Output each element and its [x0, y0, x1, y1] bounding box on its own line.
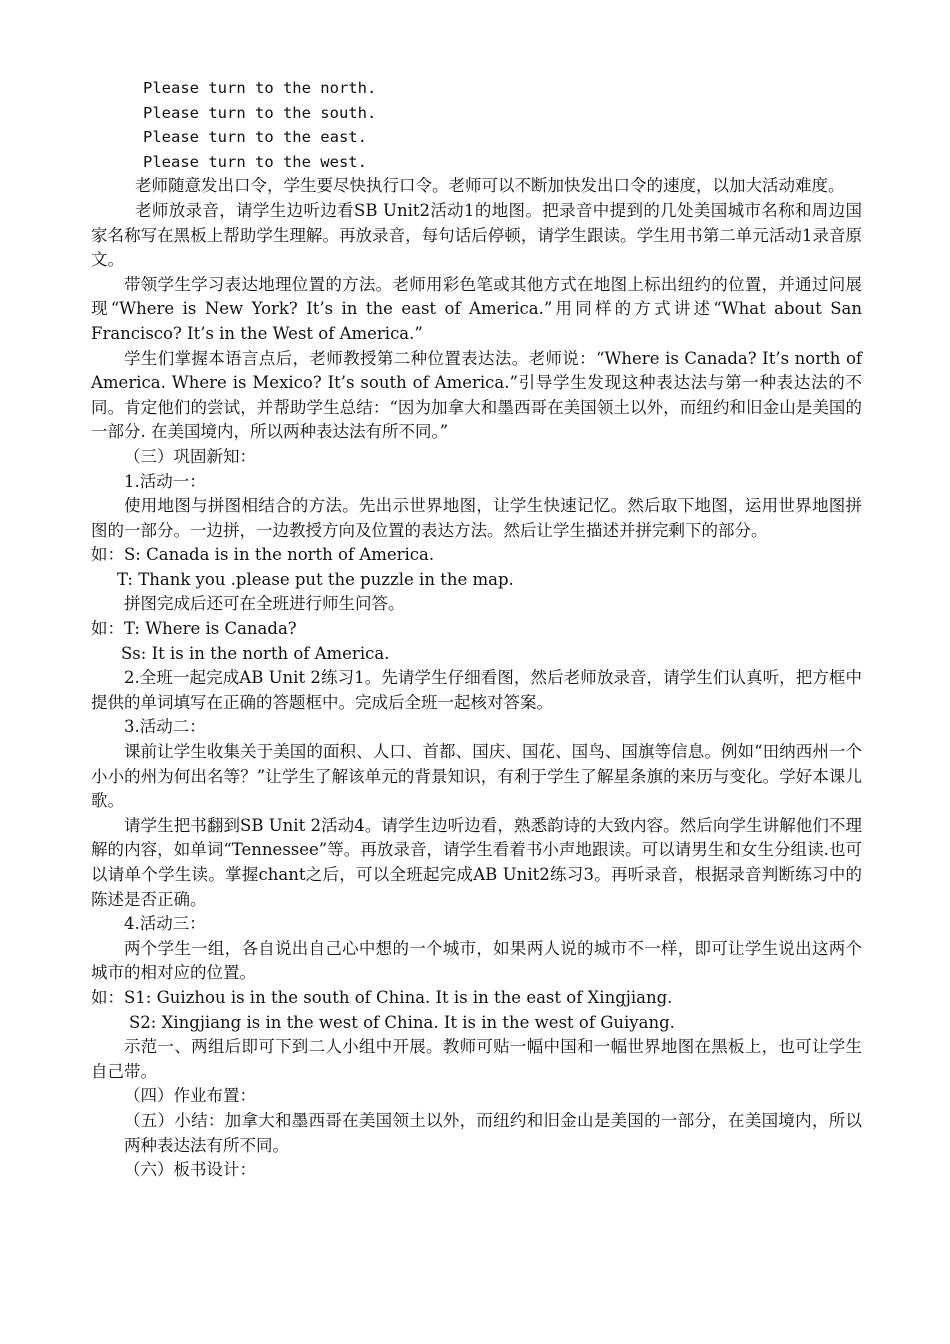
paragraph-location-method: 带领学生学习表达地理位置的方法。老师用彩色笔或其他方式在地图上标出纽约的位置，并通过问展现“Where is New York? It’s in the east of America.”用同样的方式讲述“What about San Francisco? It’s in the West of America.”	[91, 274, 862, 343]
example-1-teacher: T: Thank you .please put the puzzle in the map.	[117, 569, 514, 589]
example-1-student: 如：S: Canada is in the north of America.	[91, 545, 435, 565]
paragraph-recording: 老师放录音，请学生边听边看SB Unit2活动1的地图。把录音中提到的几处美国城市名称和周边国家名称写在黑板上帮助学生理解。再放录音，每句话后停顿，请学生跟读。学生用书第二单元活动1录音原文。	[91, 200, 862, 270]
section-summary: （五）小结：加拿大和墨西哥在美国领土以外，而纽约和旧金山是美国的一部分，在美国境内，所以两种表达法有所不同。	[124, 1110, 862, 1155]
command-north: Please turn to the north.	[143, 79, 377, 97]
example-2-teacher: 如：T: Where is Canada?	[91, 619, 297, 639]
activity-3-title: 4.活动三：	[124, 914, 206, 934]
command-west: Please turn to the west.	[143, 152, 367, 171]
command-south: Please turn to the south.	[143, 103, 377, 122]
activity-1-title: 1.活动一：	[124, 471, 206, 491]
activity-1-after: 拼图完成后还可在全班进行师生问答。	[124, 594, 405, 614]
activity-3-after: 示范一、两组后即可下到二人小组中开展。教师可贴一幅中国和一幅世界地图在黑板上，也可让学生自己带。	[91, 1037, 862, 1081]
item-2-exercise: 2.全班一起完成AB Unit 2练习1。先请学生仔细看图，然后老师放录音，请学生们认真听，把方框中提供的单词填写在正确的答题框中。完成后全班一起核对答案。	[91, 668, 862, 712]
activity-3-body: 两个学生一组，各自说出自己心中想的一个城市，如果两人说的城市不一样，即可让学生说出这两个城市的相对应的位置。	[91, 938, 862, 983]
section-heading-homework: （四）作业布置：	[124, 1086, 256, 1106]
activity-2-title: 3.活动二：	[124, 717, 206, 737]
command-east: Please turn to the east.	[143, 128, 367, 147]
section-heading-consolidate: （三）巩固新知：	[124, 446, 256, 466]
paragraph-commands-game: 老师随意发出口令，学生要尽快执行口令。老师可以不断加快发出口令的速度，以加大活动难度。	[135, 176, 845, 196]
example-3-s2: S2: Xingjiang is in the west of China. It is in the west of Guiyang.	[129, 1012, 675, 1032]
activity-2-body-1: 课前让学生收集关于美国的面积、人口、首都、国庆、国花、国鸟、国旗等信息。例如“田纳西州一个小小的州为何出名等？”让学生了解该单元的背景知识，有利于学生了解星条旗的来历与变化。学好本课儿歌。	[91, 742, 862, 811]
activity-2-body-2: 请学生把书翻到SB Unit 2活动4。请学生边听边看，熟悉韵诗的大致内容。然后向学生讲解他们不理解的内容，如单词“Tennessee”等。再放录音，请学生看着书小声地跟读。可以请男生和女生分组读.也可以请单个学生读。掌握chant之后，可以全班起完成AB Unit2练习3。再听录音，根据录音判断练习中的陈述是否正确。	[91, 815, 862, 909]
section-heading-board-design: （六）板书设计：	[124, 1160, 256, 1180]
example-3-s1: 如：S1: Guizhou is in the south of China. It is in the east of Xingjiang.	[91, 987, 673, 1007]
paragraph-second-method: 学生们掌握本语言点后，老师教授第二种位置表达法。老师说：“Where is Canada? It’s north of America. Where is Mexico? It’s south of America.”引导学生发现这种表达法与第一种表达法的不同。肯定他们的尝试，并帮助学生总结：“因为加拿大和墨西哥在美国领土以外，而纽约和旧金山是美国的一部分. 在美国境内，所以两种表达法有所不同。”	[91, 348, 862, 442]
activity-1-body: 使用地图与拼图相结合的方法。先出示世界地图，让学生快速记忆。然后取下地图，运用世界地图拼图的一部分。一边拼，一边教授方向及位置的表达方法。然后让学生描述并拼完剩下的部分。	[91, 496, 862, 540]
example-2-students: Ss: It is in the north of America.	[121, 643, 390, 663]
